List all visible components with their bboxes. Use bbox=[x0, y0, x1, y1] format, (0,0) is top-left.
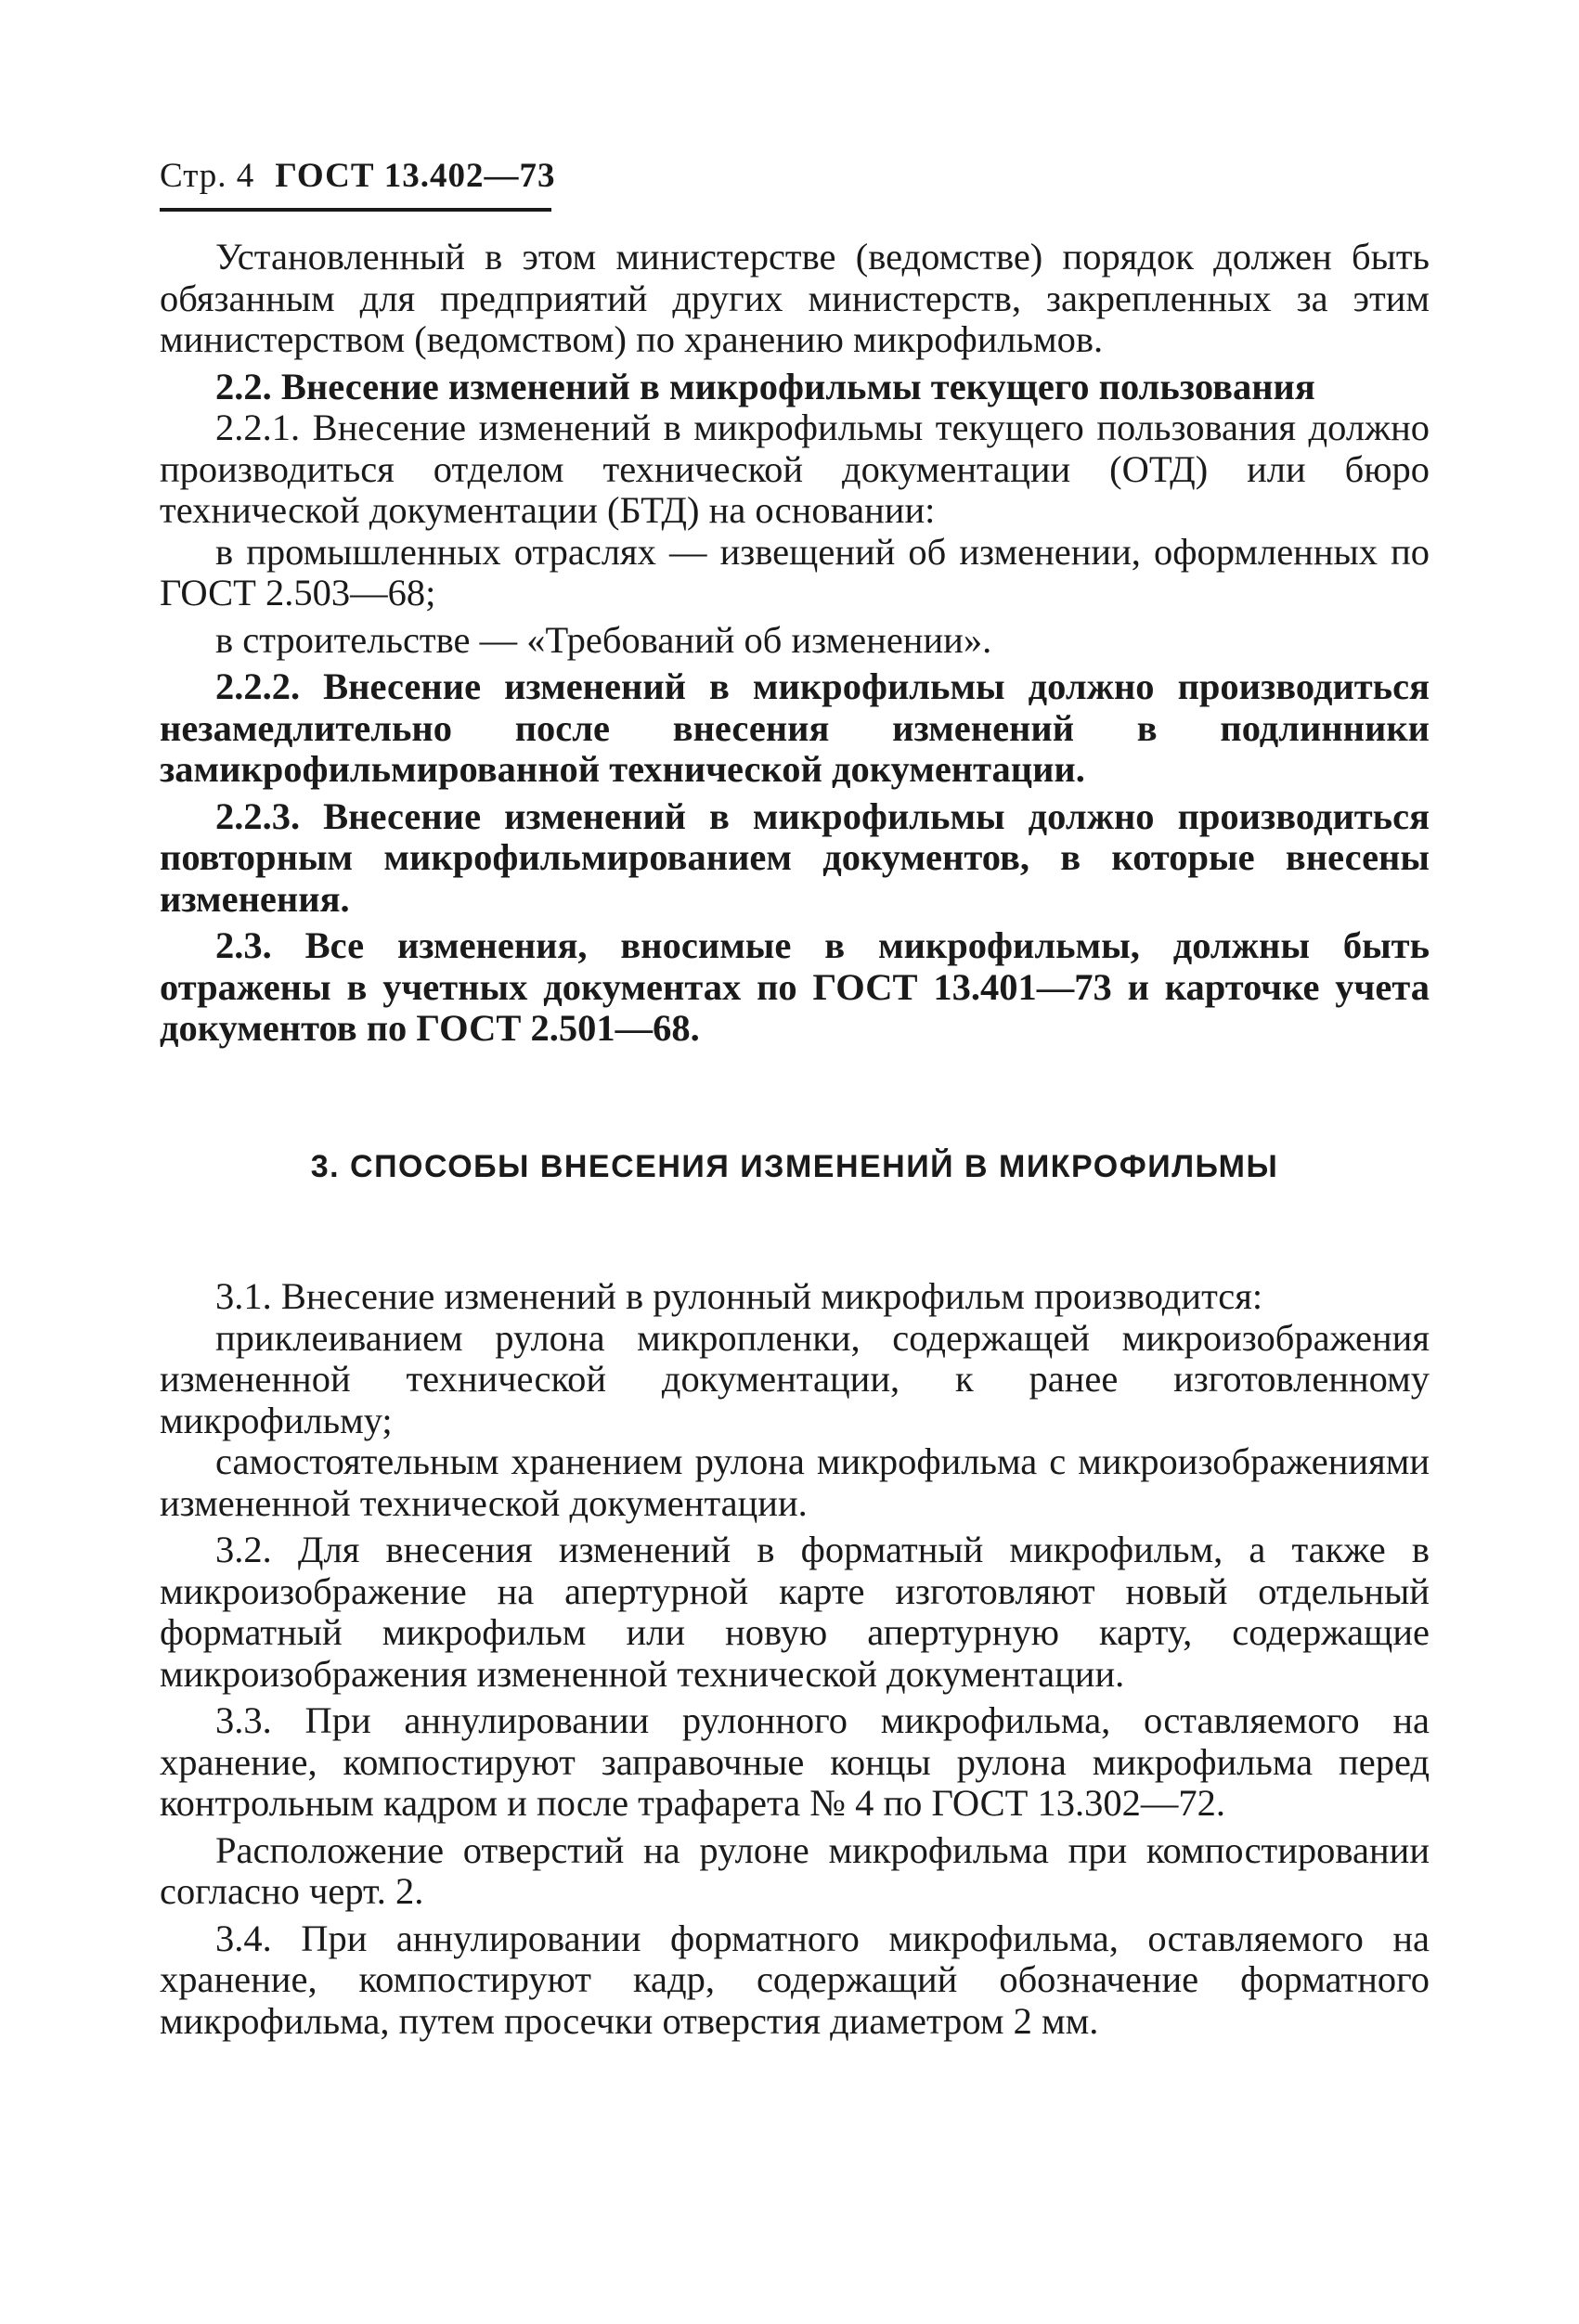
page-number-label: Стр. 4 bbox=[160, 157, 255, 195]
paragraph-2-3: 2.3. Все изменения, вносимые в микрофильмы, должны быть отражены в учетных документах по ГОСТ 13.401—73 и карточке учета документов по ГОСТ 2.501—68. bbox=[160, 924, 1430, 1049]
paragraph-2-2-heading: 2.2. Внесение изменений в микрофильмы текущего пользования bbox=[215, 365, 1315, 407]
paragraph-3-1-storage: самостоятельным хранением рулона микрофильма с микроизображениями измененной технической документации. bbox=[160, 1440, 1430, 1524]
paragraph-3-4: 3.4. При аннулировании форматного микрофильма, оставляемого на хранение, компостируют кадр, содержащий обозначение форматного микрофильма, путем просечки отверстия диаметром 2 мм. bbox=[160, 1917, 1430, 2042]
section-3-title: 3. СПОСОБЫ ВНЕСЕНИЯ ИЗМЕНЕНИЙ В МИКРОФИЛЬМЫ bbox=[310, 1148, 1279, 1184]
page-header bbox=[160, 156, 556, 196]
paragraph-intro: Установленный в этом министерстве (ведомстве) порядок должен быть обязанным для предприятий других министерств, закрепленных за этим министерством (ведомством) по хранению микрофильмов. bbox=[160, 236, 1430, 360]
standard-code: ГОСТ 13.402—73 bbox=[275, 157, 556, 195]
paragraph-industry: в промышленных отраслях — извещений об изменении, оформленных по ГОСТ 2.503—68; bbox=[160, 530, 1430, 613]
paragraph-2-2-1: 2.2.1. Внесение изменений в микрофильмы текущего пользования должно производиться отделом технической документации (ОТД) или бюро технической документации (БТД) на основании: bbox=[160, 407, 1430, 531]
paragraph-3-2: 3.2. Для внесения изменений в форматный микрофильм, а также в микроизображение на апертурной карте изготовляют новый отдельный форматный микрофильм или новую апертурную карту, содержащие микроизображения измененной технической документации. bbox=[160, 1529, 1430, 1695]
paragraph-2-2-3: 2.2.3. Внесение изменений в микрофильмы должно производиться повторным микрофильмированием документов, в которые внесены изменения. bbox=[160, 794, 1430, 920]
header-rule bbox=[160, 208, 551, 212]
paragraph-3-1-gluing: приклеиванием рулона микропленки, содержащей микроизображения измененной технической документации, к ранее изготовленному микрофильму; bbox=[160, 1316, 1430, 1441]
document-body bbox=[160, 237, 1430, 2042]
paragraph-hole-location: Расположение отверстий на рулоне микрофильма при компостировании согласно черт. 2. bbox=[160, 1828, 1430, 1912]
paragraph-2-2-2: 2.2.2. Внесение изменений в микрофильмы должно производиться незамедлительно после внесения изменений в подлинники замикрофильмированной технической документации. bbox=[160, 665, 1430, 790]
paragraph-3-3: 3.3. При аннулировании рулонного микрофильма, оставляемого на хранение, компостируют заправочные концы рулона микрофильма перед контрольным кадром и после трафарета № 4 по ГОСТ 13.302—72. bbox=[160, 1699, 1430, 1824]
paragraph-3-1: 3.1. Внесение изменений в рулонный микрофильм производится: bbox=[215, 1275, 1263, 1317]
paragraph-construction: в строительстве — «Требований об изменении». bbox=[215, 618, 992, 661]
